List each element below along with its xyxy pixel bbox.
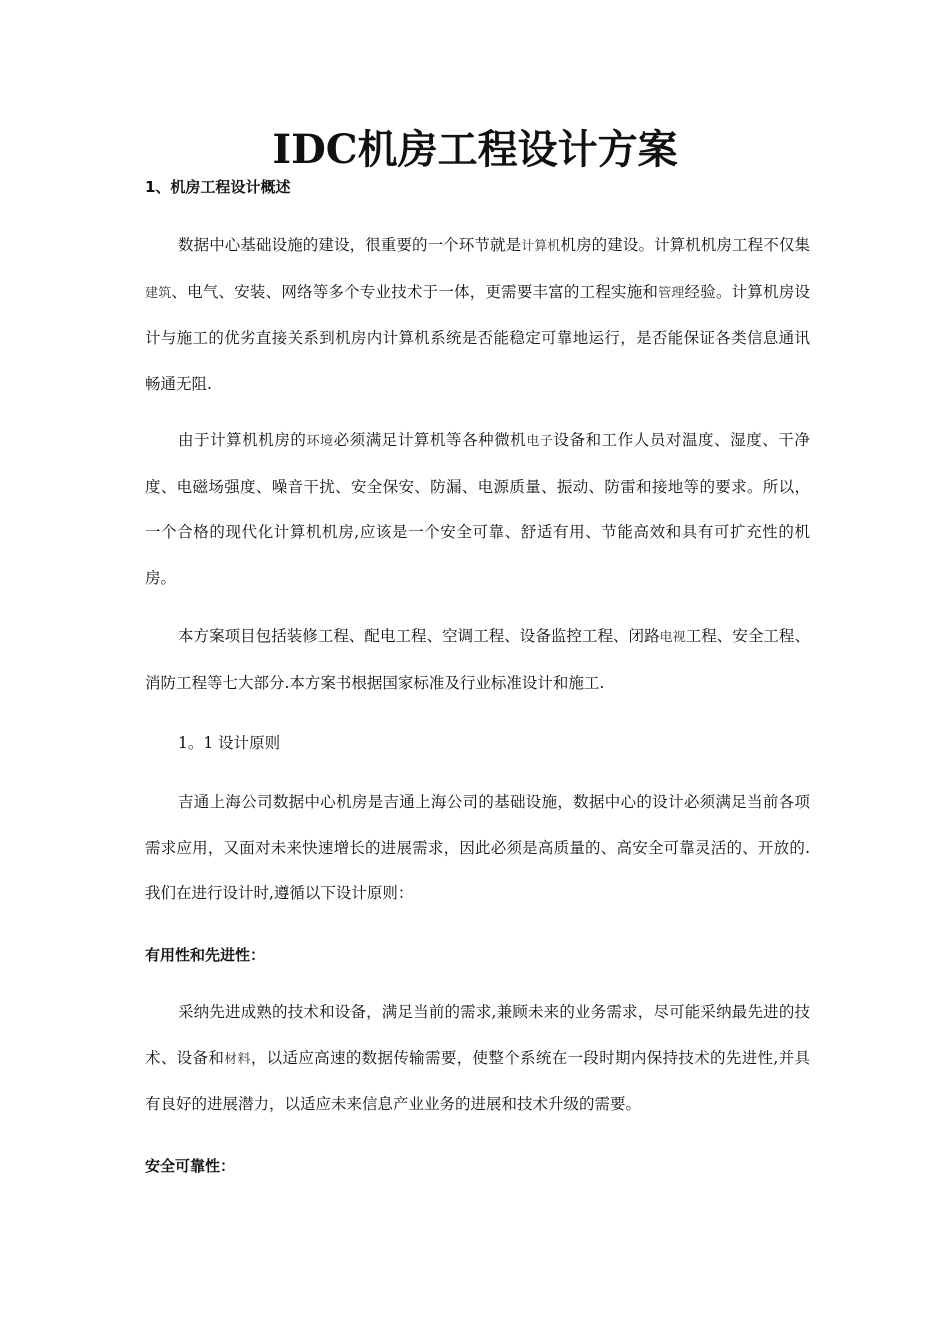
paragraph-link-text: 材料 bbox=[224, 1051, 251, 1067]
section-heading-overview: 1、机房工程设计概述 bbox=[145, 178, 291, 196]
paragraph-text: 必须满足计算机等各种微机 bbox=[333, 431, 527, 449]
paragraph-text: 由于计算机机房的 bbox=[178, 431, 307, 449]
paragraph-text: ，以适应高速的数据传输需要，使整个系统在一段时期内保持技术的先进性,并具有良好的进展潜力，以适应未来信息产业业务的进展和技术升级的需要。 bbox=[145, 1048, 810, 1113]
paragraph-link-text: 计算机 bbox=[521, 239, 561, 254]
paragraph-text: 采纳先进成熟的技术和设备，满足当前的需求,兼顾未来的业务需求，尽可能采纳最先进的技术、设备和 bbox=[145, 1003, 810, 1067]
heading-usefulness: 有用性和先进性： bbox=[145, 946, 266, 964]
paragraph-environment bbox=[145, 418, 810, 601]
paragraph-link-text: 管理 bbox=[658, 285, 685, 301]
paragraph-data-center: 吉通上海公司数据中心机房是吉通上海公司的基础设施，数据中心的设计必须满足当前各项需求应用，又面对未来快速增长的进展需求，因此必须是高质量的、高安全可靠灵活的、开放的.我们在进行设计时,遵循以下设计原则： bbox=[145, 793, 810, 902]
paragraph-link-text: 环境 bbox=[306, 434, 334, 449]
paragraph-link-text: 电视 bbox=[659, 630, 686, 645]
paragraph-link-text: 建筑 bbox=[145, 285, 172, 301]
paragraph-text: 机房的建设。计算机机房工程不仅集 bbox=[560, 236, 810, 254]
paragraph-text: 、电气、安装、网络等多个专业技术于一体，更需要丰富的工程实施和 bbox=[171, 282, 659, 301]
paragraph-advanced-tech bbox=[145, 990, 810, 1128]
paragraph-text: 工程、安全工程、消防工程等七大部分.本方案书根据国家标准及行业标准设计和施工. bbox=[145, 627, 810, 692]
document-title: IDC机房工程设计方案 bbox=[272, 126, 678, 173]
paragraph-scope bbox=[145, 614, 810, 706]
paragraph-text: 经验。计算机房设计与施工的优劣直接关系到机房内计算机系统是否能稳定可靠地运行，是否能保证各类信息通讯畅通无阻. bbox=[145, 282, 810, 393]
paragraph-text: 本方案项目包括装修工程、配电工程、空调工程、设备监控工程、闭路 bbox=[178, 627, 660, 645]
paragraph-text: 数据中心基础设施的建设，很重要的一个环节就是 bbox=[178, 236, 522, 254]
paragraph-overview bbox=[145, 223, 810, 407]
heading-safety-reliability: 安全可靠性： bbox=[145, 1157, 236, 1175]
subsection-heading-design-principles: 1。1 设计原则 bbox=[178, 734, 281, 752]
paragraph-link-text: 电子 bbox=[526, 434, 554, 449]
paragraph-text: 设备和工作人员对温度、湿度、干净度、电磁场强度、噪音干扰、安全保安、防漏、电源质量、振动、防雷和接地等的要求。所以，一个合格的现代化计算机机房,应该是一个安全可靠、舒适有用、节能高效和具有可扩充性的机房。 bbox=[145, 431, 810, 587]
